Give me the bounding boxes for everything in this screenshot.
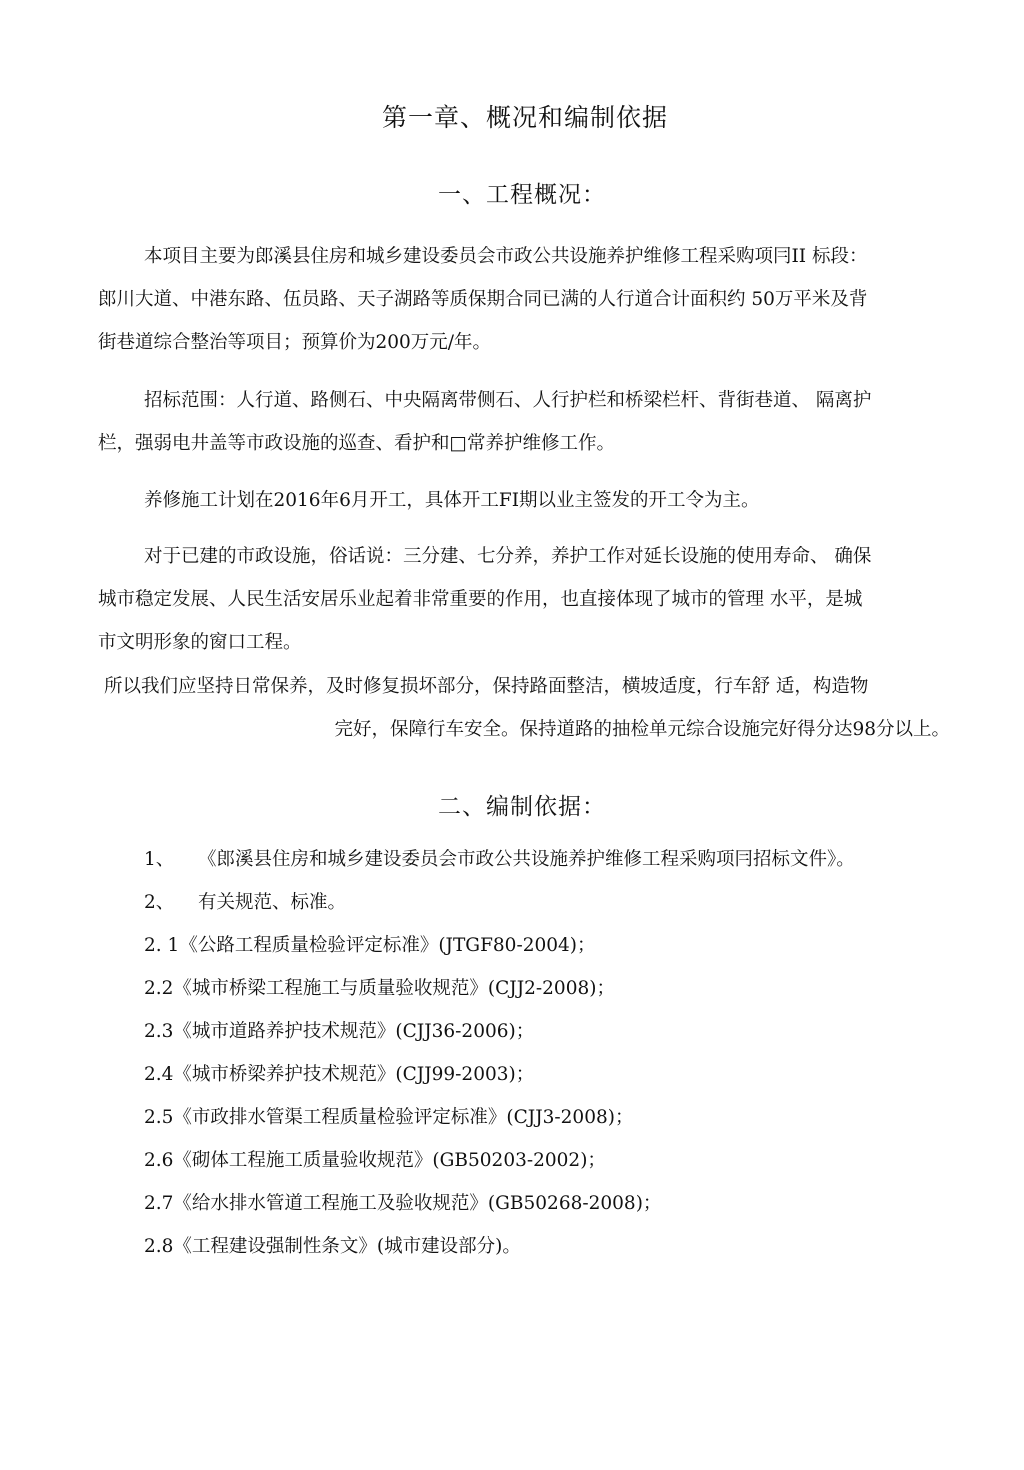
list-item-number: 2.5 bbox=[144, 1107, 174, 1128]
paragraph-maintenance-goals bbox=[98, 665, 954, 751]
list-item-number: 2.2 bbox=[144, 978, 174, 999]
list-item-number: 2.8 bbox=[144, 1236, 174, 1257]
list-item bbox=[144, 1225, 964, 1268]
list-item bbox=[144, 838, 964, 881]
list-item bbox=[144, 881, 964, 924]
list-item-number: 2.6 bbox=[144, 1150, 174, 1171]
paragraph-bid-range bbox=[98, 379, 954, 465]
list-item-number: 1、 bbox=[144, 849, 175, 870]
paragraph-line: 本项目主要为郎溪县住房和城乡建设委员会市政公共设施养护维修工程采购项冃II 标段： bbox=[144, 246, 868, 267]
paragraph-schedule bbox=[98, 479, 954, 522]
paragraph-line: 所以我们应坚持日常保养，及时修复损坏部分，保持路面整洁，横坡适度，行车舒 适，构造物 bbox=[104, 676, 869, 697]
paragraph-line: 对于已建的市政设施，俗话说：三分建、七分养，养护工作对延长设施的使用寿命、 确保 bbox=[144, 546, 872, 567]
section-heading-overview: 一、工程概况： bbox=[438, 182, 606, 208]
list-item-text: 《公路工程质量检验评定标准》(JTGF80-2004)； bbox=[179, 935, 596, 956]
paragraph-line: 街巷道综合整治等项目；预算价为200万元/年。 bbox=[98, 332, 492, 353]
list-item bbox=[144, 1010, 964, 1053]
list-item bbox=[144, 1182, 964, 1225]
paragraph-maintenance-importance bbox=[98, 535, 954, 664]
list-item bbox=[144, 924, 964, 967]
list-item-text: 《工程建设强制性条文》(城市建设部分)。 bbox=[173, 1236, 521, 1257]
list-item-text: 《城市桥梁养护技术规范》(CJJ99-2003)； bbox=[173, 1064, 535, 1085]
list-item-text: 《城市桥梁工程施工与质量验收规范》(CJJ2-2008)； bbox=[173, 978, 615, 999]
list-item bbox=[144, 967, 964, 1010]
list-item-text: 《郎溪县住房和城乡建设委员会市政公共设施养护维修工程采购项冃招标文件》。 bbox=[198, 849, 855, 870]
list-item-text: 《砌体工程施工质量验收规范》(GB50203-2002)； bbox=[173, 1150, 606, 1171]
list-item-number: 2.4 bbox=[144, 1064, 174, 1085]
paragraph-line: 招标范围：人行道、路侧石、中央隔离带侧石、人行护栏和桥梁栏杆、背街巷道、 隔离护 bbox=[144, 390, 872, 411]
list-item-number: 2、 bbox=[144, 892, 175, 913]
list-item-text: 《市政排水管渠工程质量检验评定标准》(CJJ3-2008)； bbox=[173, 1107, 634, 1128]
list-item-number: 2. 1 bbox=[144, 935, 180, 956]
paragraph-line: 养修施工计划在2016年6月开工，具体开工FI期以业主签发的开工令为主。 bbox=[144, 490, 760, 511]
list-item-number: 2.7 bbox=[144, 1193, 174, 1214]
list-item-text: 有关规范、标准。 bbox=[198, 892, 347, 913]
paragraph-line: 完好，保障行车安全。保持道路的抽检单元综合设施完好得分达98分以上。 bbox=[334, 719, 950, 740]
section-heading-basis: 二、编制依据： bbox=[438, 794, 606, 820]
list-item-text: 《给水排水管道工程施工及验收规范》(GB50268-2008)； bbox=[173, 1193, 662, 1214]
chapter-title: 第一章、概况和编制依据 bbox=[381, 103, 668, 132]
paragraph-line: 郎川大道、中港东路、伍员路、天子湖路等质保期合同已满的人行道合计面积约 50万平米及背 bbox=[98, 289, 868, 310]
list-item bbox=[144, 1053, 964, 1096]
basis-list bbox=[144, 838, 964, 1268]
paragraph-line: 城市稳定发展、人民生活安居乐业起着非常重要的作用，也直接体现了城市的管理 水平，是城 bbox=[98, 589, 863, 610]
list-item-number: 2.3 bbox=[144, 1021, 174, 1042]
list-item bbox=[144, 1139, 964, 1182]
paragraph-line: 栏，强弱电井盖等市政设施的巡查、看护和□常养护维修工作。 bbox=[98, 433, 615, 454]
list-item bbox=[144, 1096, 964, 1139]
paragraph-project-scope bbox=[98, 235, 954, 364]
list-item-text: 《城市道路养护技术规范》(CJJ36-2006)； bbox=[173, 1021, 535, 1042]
paragraph-line: 市文明形象的窗口工程。 bbox=[98, 632, 302, 653]
